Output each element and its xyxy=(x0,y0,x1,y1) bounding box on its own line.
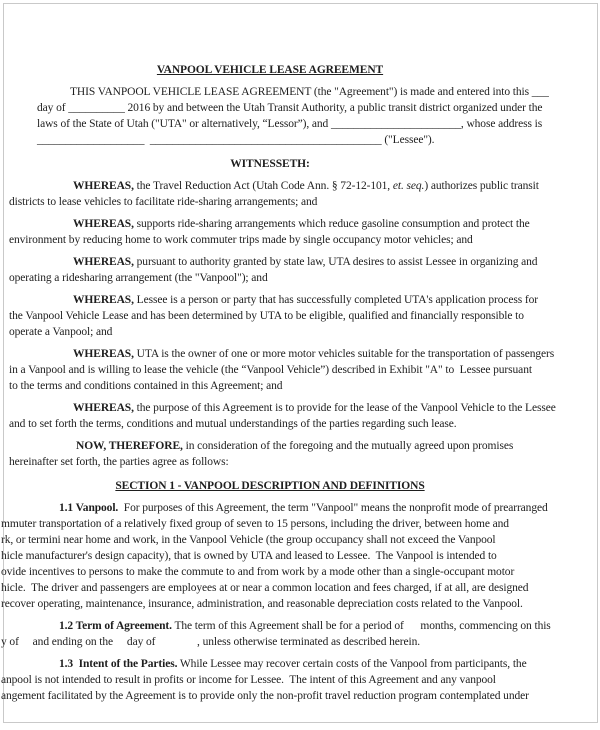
paragraph-first-line xyxy=(73,292,600,308)
paragraph-first-line xyxy=(73,346,600,362)
paragraph-first-line xyxy=(59,618,600,634)
paragraph-lines: anpool is not intended to result in profits or income for Lessee. The intent of this Agreement and any vanpool angement facilitated by the Agreement is to provide only the non-profit travel reduction program contemplated under xyxy=(1,674,529,702)
paragraph-first-line xyxy=(73,178,600,194)
paragraph-lines: and to set forth the terms, conditions and mutual understandings of the parties regarding such lease. xyxy=(9,418,457,430)
paragraph-whereas-5 xyxy=(0,346,600,394)
paragraph-first-line xyxy=(70,84,600,100)
paragraph-whereas-6 xyxy=(0,400,600,432)
document-content xyxy=(0,60,600,704)
heading-section-1: SECTION 1 - VANPOOL DESCRIPTION AND DEFINITIONS xyxy=(115,480,425,492)
paragraph-text: While Lessee may recover certain costs of the Vanpool from participants, the xyxy=(177,658,527,670)
paragraph-lines: day of __________ 2016 by and between the Utah Transit Authority, a public transit district organized under the laws of the State of Utah ("UTA" or alternatively, “Lessor”), and _______________________, whose address is ___________________ _________________________________________ ("Lessee"). xyxy=(37,102,543,146)
paragraph-first-line xyxy=(73,400,600,416)
paragraph-text: Lessee is a person or party that has successfully completed UTA's application process for xyxy=(133,294,538,306)
paragraph-now-therefore xyxy=(0,438,600,470)
paragraph-italic-text: et. seq. xyxy=(392,180,425,192)
paragraph-lead: WHEREAS, xyxy=(73,218,134,230)
paragraph-lines: in a Vanpool and is willing to lease the vehicle (the “Vanpool Vehicle”) described in Exhibit "A" to Lessee pursuant to the terms and conditions contained in this Agreement; and xyxy=(9,364,532,392)
paragraph-lead: WHEREAS, xyxy=(73,294,134,306)
paragraph-lead: WHEREAS, xyxy=(73,256,134,268)
paragraph-lead: 1.3 Intent of the Parties. xyxy=(59,658,178,670)
paragraph-text: supports ride-sharing arrangements which reduce gasoline consumption and protect the xyxy=(133,218,530,230)
paragraph-first-line xyxy=(59,656,600,672)
paragraph-lead: NOW, THEREFORE, xyxy=(76,440,183,452)
paragraph-intro xyxy=(0,84,600,148)
paragraph-lead: WHEREAS, xyxy=(73,180,134,192)
paragraph-whereas-3 xyxy=(0,254,600,286)
paragraph-lines: y of and ending on the day of , unless otherwise terminated as described herein. xyxy=(1,636,421,648)
paragraph-lead: 1.2 Term of Agreement. xyxy=(59,620,172,632)
paragraph-1-2-term-of-agreement xyxy=(0,618,600,650)
paragraph-text: pursuant to authority granted by state law, UTA desires to assist Lessee in organizing and xyxy=(133,256,538,268)
paragraph-first-line xyxy=(76,438,600,454)
paragraph-1-3-intent-of-the-parties xyxy=(0,656,600,704)
paragraph-lines: the Vanpool Vehicle Lease and has been determined by UTA to be eligible, qualified and financially responsible to operate a Vanpool; and xyxy=(9,310,524,338)
paragraph-text: THIS VANPOOL VEHICLE LEASE AGREEMENT (the "Agreement") is made and entered into this ___ xyxy=(70,86,549,98)
paragraph-1-1-vanpool xyxy=(0,500,600,612)
paragraph-text: in consideration of the foregoing and the mutually agreed upon promises xyxy=(182,440,514,452)
paragraph-first-line xyxy=(73,216,600,232)
paragraph-text: UTA is the owner of one or more motor vehicles suitable for the transportation of passengers xyxy=(133,348,555,360)
paragraph-whereas-4 xyxy=(0,292,600,340)
paragraph-lead: WHEREAS, xyxy=(73,402,134,414)
paragraph-lines: mmuter transportation of a relatively fixed group of seven to 15 persons, including the driver, between home and rk, or termini near home and work, in the Vanpool Vehicle (the group occupancy shall not exceed the Vanpool hicle manufacturer's design capacity), that is owned by UTA and leased to Lessee. The Vanpool is intended to ovide incentives to persons to make the commute to and from work by a mode other than a single-occupant motor hicle. The driver and passengers are employees at or near a common location and fees charged, if at all, are designed recover operating, maintenance, insurance, administration, and reasonable depreciation costs related to the Vanpool. xyxy=(1,518,529,610)
paragraph-lines: districts to lease vehicles to facilitate ride-sharing arrangements; and xyxy=(9,196,318,208)
paragraph-lead: WHEREAS, xyxy=(73,348,134,360)
paragraph-first-line xyxy=(59,500,600,516)
document-title: VANPOOL VEHICLE LEASE AGREEMENT xyxy=(156,64,384,76)
paragraph-first-line xyxy=(73,254,600,270)
paragraph-whereas-2 xyxy=(0,216,600,248)
paragraph-lines: hereinafter set forth, the parties agree as follows: xyxy=(9,456,229,468)
heading-witnesseth: WITNESSETH: xyxy=(230,158,310,170)
paragraph-text: the Travel Reduction Act (Utah Code Ann. § 72-12-101, xyxy=(133,180,393,192)
paragraph-lines: operating a ridesharing arrangement (the "Vanpool"); and xyxy=(9,272,268,284)
paragraph-lead: 1.1 Vanpool. xyxy=(59,502,119,514)
paragraph-text: The term of this Agreement shall be for a period of months, commencing on this xyxy=(171,620,551,632)
paragraph-text: For purposes of this Agreement, the term "Vanpool" means the nonprofit mode of prearranged xyxy=(118,502,548,514)
paragraph-text: ) authorizes public transit xyxy=(424,180,539,192)
paragraph-text: the purpose of this Agreement is to provide for the lease of the Vanpool Vehicle to the Lessee xyxy=(133,402,556,414)
paragraph-lines: environment by reducing home to work commuter trips made by single occupancy motor vehicles; and xyxy=(9,234,473,246)
paragraph-whereas-1 xyxy=(0,178,600,210)
